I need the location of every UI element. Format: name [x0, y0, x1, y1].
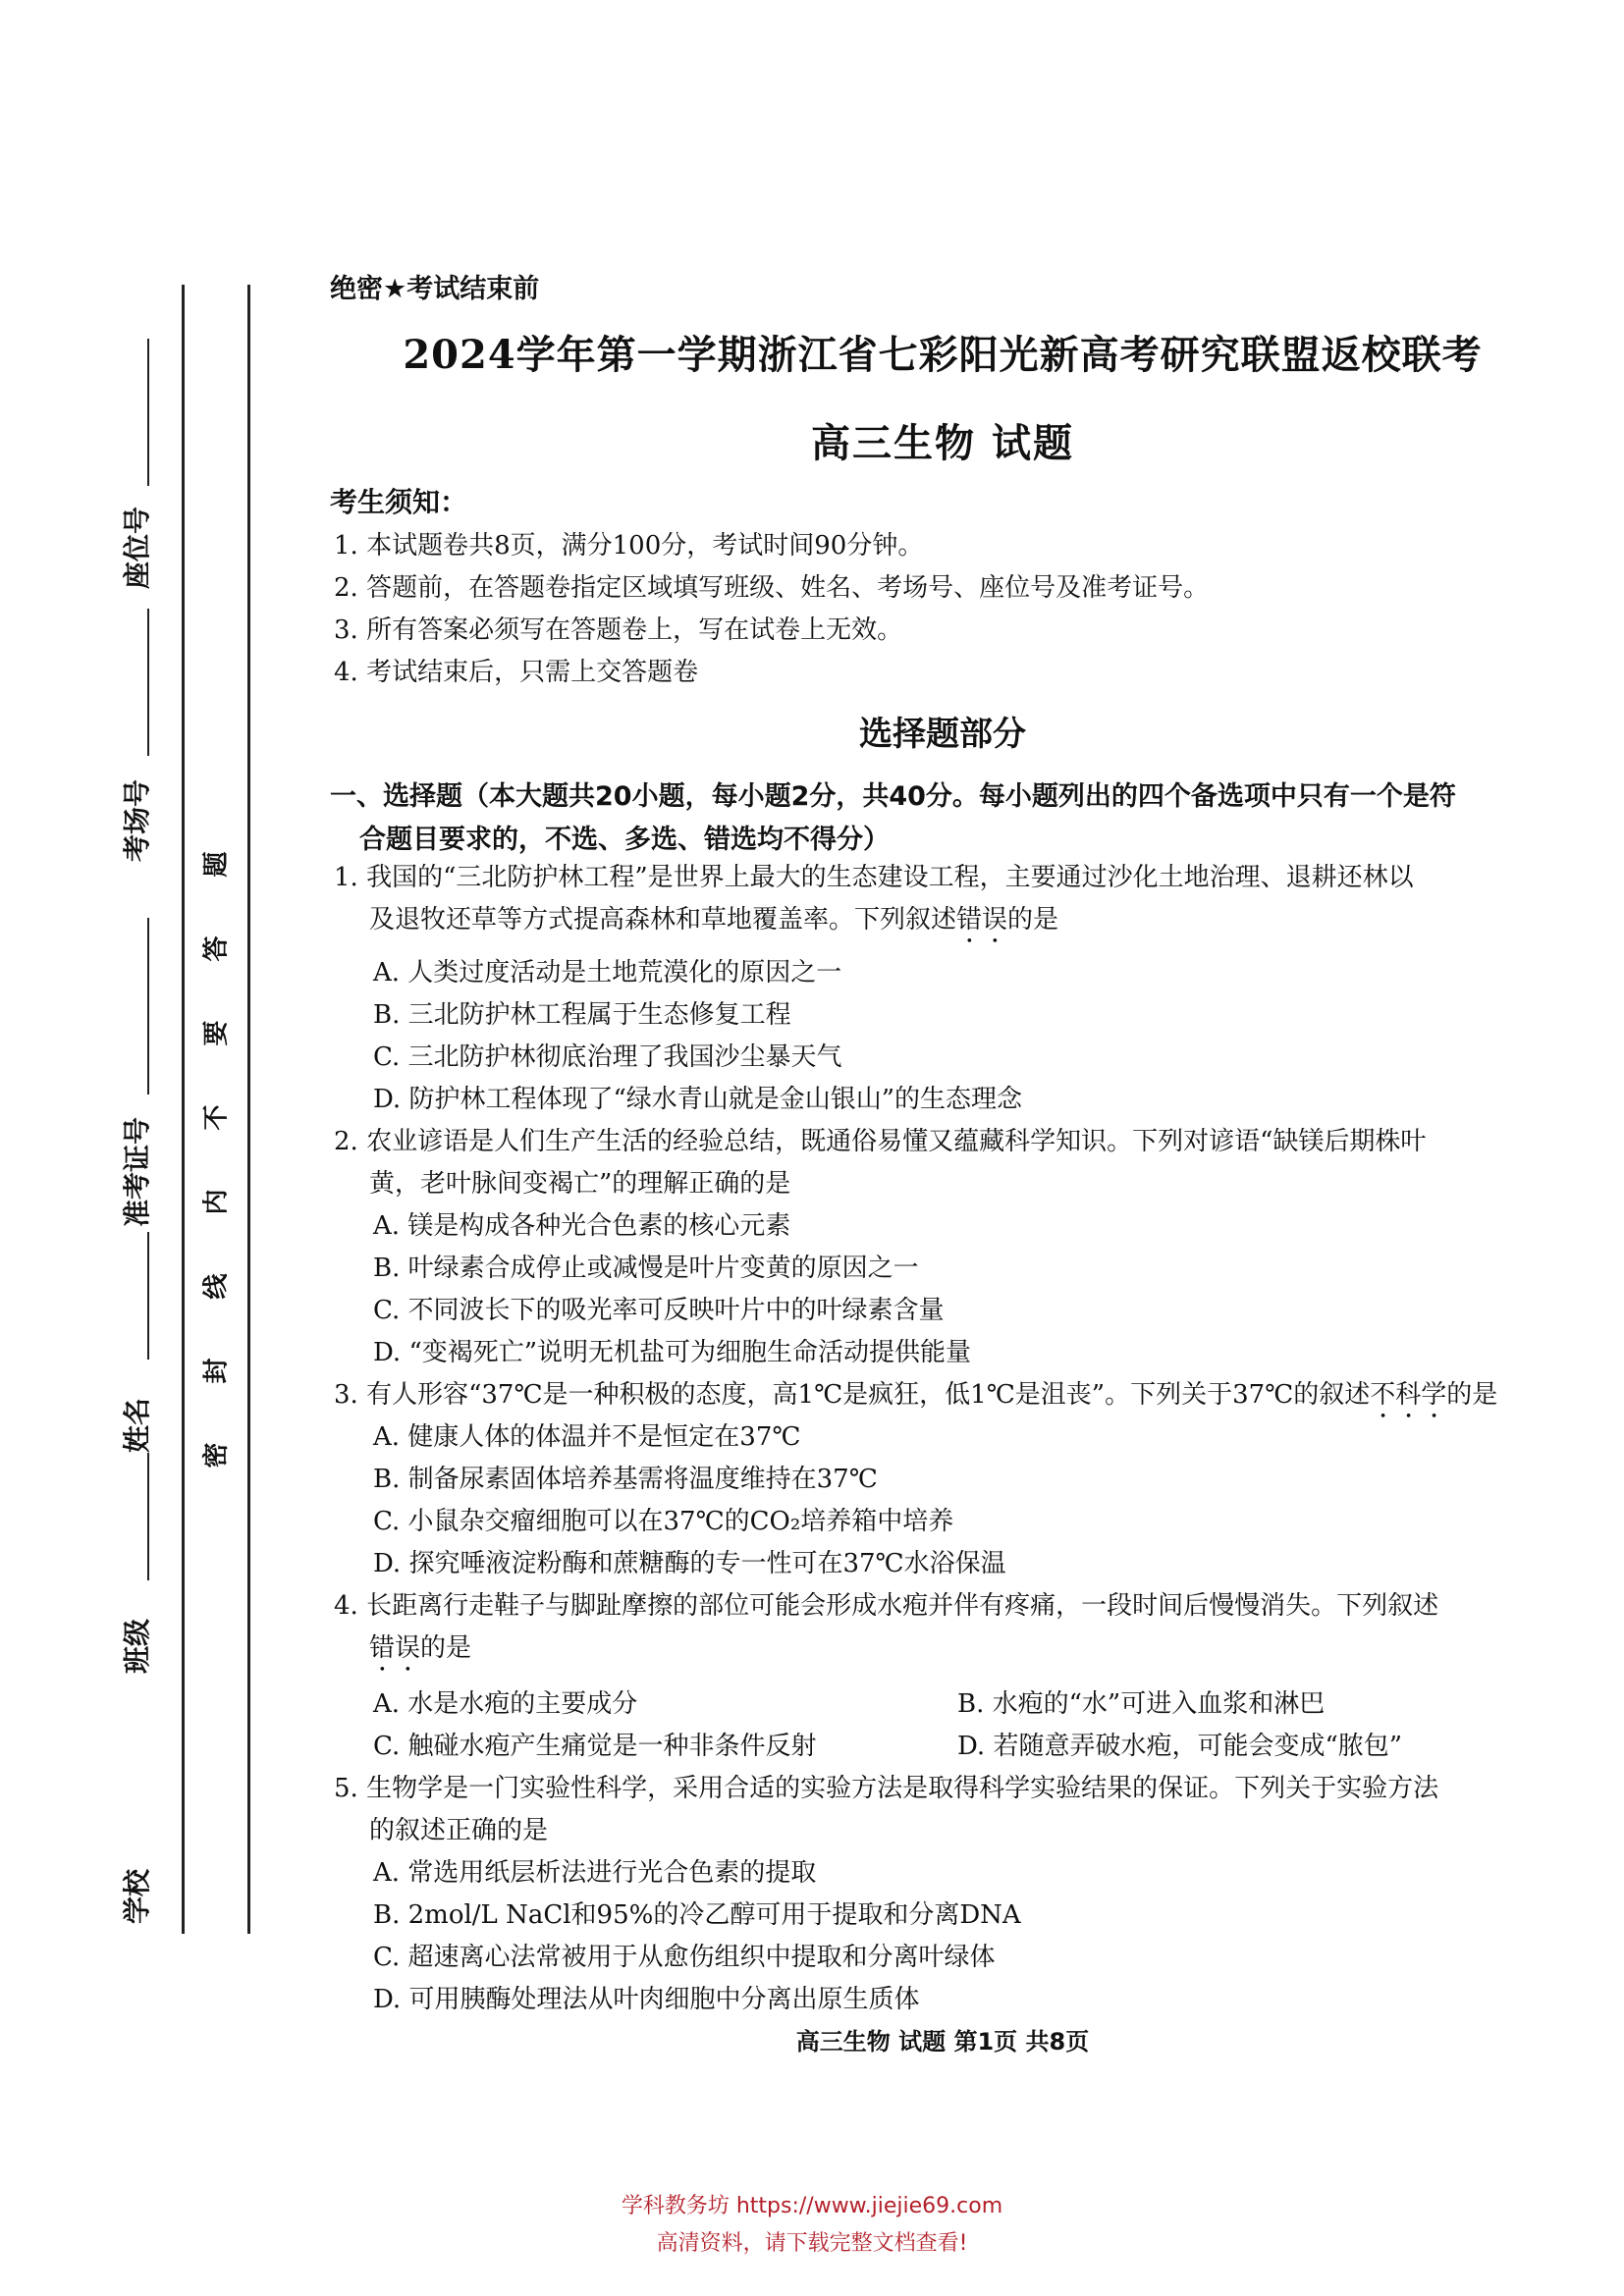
question-text: 及退牧还草等方式提高森林和草地覆盖率。下列叙述错误的是: [369, 905, 1059, 934]
option[interactable]: B. 制备尿素固体培养基需将温度维持在37℃: [373, 1465, 878, 1494]
option[interactable]: D. 若随意弄破水疱，可能会变成“脓包”: [957, 1732, 1403, 1761]
question-text: 黄，老叶脉间变褐亡”的理解正确的是: [369, 1169, 791, 1199]
notice-item: 1. 本试题卷共8页，满分100分，考试时间90分钟。: [334, 531, 924, 561]
option[interactable]: D. 探究唾液淀粉酶和蔗糖酶的专一性可在37℃水浴保温: [373, 1549, 1006, 1578]
option[interactable]: D. 防护林工程体现了“绿水青山就是金山银山”的生态理念: [373, 1085, 1023, 1114]
question-text: 的叙述正确的是: [369, 1816, 549, 1845]
margin-line-left: [182, 285, 185, 1934]
section-instruction: [330, 775, 1557, 862]
instruction-line: 一、选择题（本大题共20小题，每小题2分，共40分。每小题列出的四个备选项中只有一个是符: [330, 781, 1456, 812]
option[interactable]: B. 2mol/L NaCl和95%的冷乙醇可用于提取和分离DNA: [373, 1900, 1021, 1930]
watermark-link[interactable]: 学科教务坊 https://www.jiejie69.com: [621, 2194, 1003, 2218]
question-text: 4. 长距离行走鞋子与脚趾摩擦的部位可能会形成水疱并伴有疼痛，一段时间后慢慢消失。下列叙述: [334, 1591, 1439, 1621]
blank-room[interactable]: [147, 609, 149, 756]
instruction-line: 合题目要求的，不选、多选、错选均不得分）: [359, 825, 890, 855]
seal-char-1: 题: [201, 851, 232, 878]
watermark-note: 高清资料，请下载完整文档查看!: [656, 2231, 968, 2256]
blank-exam-id[interactable]: [147, 918, 149, 1095]
option[interactable]: C. 小鼠杂交瘤细胞可以在37℃的CO₂培养箱中培养: [373, 1507, 954, 1536]
question-text: 5. 生物学是一门实验性科学，采用合适的实验方法是取得科学实验结果的保证。下列关于实验方法: [334, 1774, 1439, 1803]
option[interactable]: C. 超速离心法常被用于从愈伤组织中提取和分离叶绿体: [373, 1943, 996, 1972]
blank-class[interactable]: [147, 1453, 149, 1580]
question-2: [334, 1121, 1561, 1205]
option[interactable]: D. “变褐死亡”说明无机盐可为细胞生命活动提供能量: [373, 1338, 972, 1367]
option[interactable]: B. 叶绿素合成停止或减慢是叶片变黄的原因之一: [373, 1254, 919, 1283]
section-title: 选择题部分: [859, 715, 1026, 754]
field-seat: 座位号: [121, 506, 153, 589]
seal-char-6: 线: [201, 1273, 232, 1300]
field-name: 姓名: [121, 1397, 153, 1453]
notice-item: 4. 考试结束后，只需上交答题卷: [334, 658, 699, 687]
question-text: 1. 我国的“三北防护林工程”是世界上最大的生态建设工程，主要通过沙化土地治理、退耕还林以: [334, 863, 1414, 892]
question-5: [334, 1768, 1561, 1852]
page-subtitle: 高三生物 试题: [811, 420, 1074, 466]
notice-item: 2. 答题前，在答题卷指定区域填写班级、姓名、考场号、座位号及准考证号。: [334, 573, 1210, 603]
option[interactable]: A. 镁是构成各种光合色素的核心元素: [373, 1211, 791, 1241]
option[interactable]: A. 常选用纸层析法进行光合色素的提取: [373, 1858, 817, 1888]
emphasis-text: 错误: [956, 905, 1008, 934]
option[interactable]: D. 可用胰酶处理法从叶肉细胞中分离出原生质体: [373, 1985, 920, 2014]
seal-char-7: 封: [201, 1358, 232, 1384]
blank-name[interactable]: [147, 1232, 149, 1360]
page-footer: 高三生物 试题 第1页 共8页: [795, 2028, 1090, 2056]
option[interactable]: C. 三北防护林彻底治理了我国沙尘暴天气: [373, 1042, 842, 1072]
field-school: 学校: [121, 1868, 153, 1924]
option[interactable]: B. 水疱的“水”可进入血浆和淋巴: [957, 1689, 1326, 1719]
seal-char-8: 密: [201, 1442, 232, 1468]
seal-char-5: 内: [201, 1189, 232, 1215]
emphasis-text: 不科学: [1370, 1380, 1447, 1410]
seal-char-4: 不: [201, 1104, 232, 1131]
question-text: 3. 有人形容“37℃是一种积极的态度，高1℃是疯狂，低1℃是沮丧”。下列关于37℃的叙述不科学的是: [334, 1380, 1498, 1410]
field-room: 考场号: [121, 778, 153, 862]
option[interactable]: C. 触碰水疱产生痛觉是一种非条件反射: [373, 1732, 817, 1761]
blank-seat[interactable]: [147, 339, 149, 486]
question-text: 错误的是: [369, 1633, 472, 1663]
seal-char-3: 要: [201, 1020, 232, 1046]
option[interactable]: A. 健康人体的体温并不是恒定在37℃: [373, 1422, 801, 1452]
question-4: [334, 1585, 1561, 1678]
option[interactable]: A. 水是水疱的主要成分: [373, 1689, 638, 1719]
page-title: 2024学年第一学期浙江省七彩阳光新高考研究联盟返校联考: [403, 332, 1483, 378]
margin-line-right: [247, 285, 250, 1934]
notice-item: 3. 所有答案必须写在答题卷上，写在试卷上无效。: [334, 615, 903, 645]
field-exam-id: 准考证号: [121, 1116, 153, 1227]
option[interactable]: C. 不同波长下的吸光率可反映叶片中的叶绿素含量: [373, 1296, 945, 1325]
secret-label: 绝密★考试结束前: [330, 274, 540, 304]
field-class: 班级: [121, 1618, 153, 1674]
question-1: [334, 857, 1561, 949]
option[interactable]: A. 人类过度活动是土地荒漠化的原因之一: [373, 958, 842, 988]
emphasis-text: 错误: [369, 1633, 421, 1663]
option[interactable]: B. 三北防护林工程属于生态修复工程: [373, 1000, 791, 1030]
notice-heading: 考生须知：: [330, 486, 468, 518]
question-text: 2. 农业谚语是人们生产生活的经验总结，既通俗易懂又蕴藏科学知识。下列对谚语“缺镁后期株叶: [334, 1127, 1427, 1156]
seal-char-2: 答: [201, 935, 232, 962]
